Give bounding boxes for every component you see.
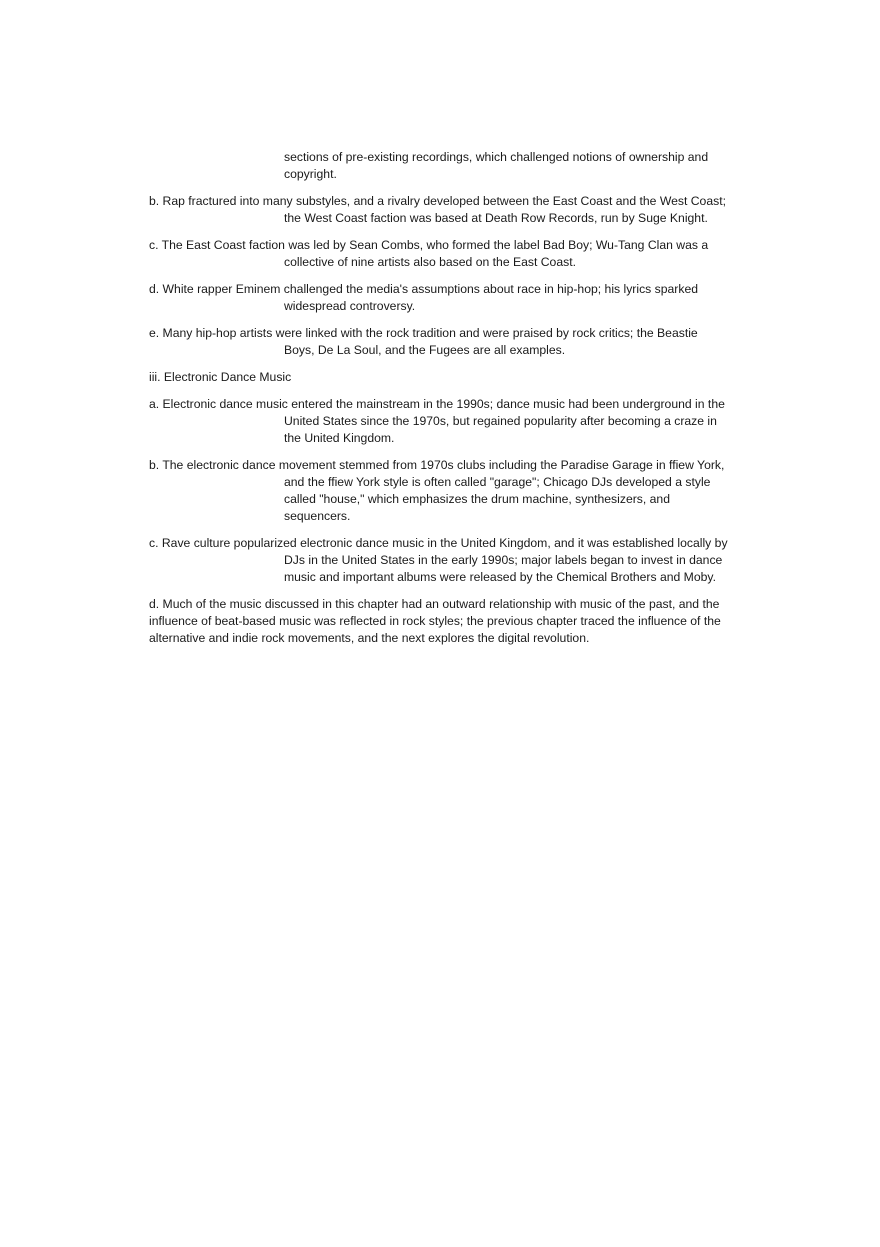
rap-item-e: e. Many hip-hop artists were linked with the rock tradition and were praised by rock critics; the Beastie Boys, De La Soul, and the Fugees are all examples. [149,326,698,357]
rap-item-c: c. The East Coast faction was led by Sean Combs, who formed the label Bad Boy; Wu-Tang Clan was a collective of nine artists also based on the East Coast. [149,238,709,269]
closing-paragraph: d. Much of the music discussed in this chapter had an outward relationship with music of the past, and the influence of beat-based music was reflected in rock styles; the previous chapter traced the influence of the alternative and indie rock movements, and the next explores the digital revolution. [149,597,721,645]
rap-item-d: d. White rapper Eminem challenged the media's assumptions about race in hip-hop; his lyrics sparked widespread controversy. [149,282,699,313]
document-body [149,149,731,657]
edm-item-b: b. The electronic dance movement stemmed from 1970s clubs including the Paradise Garage in ffiew York, and the ffiew York style is often called "garage"; Chicago DJs developed a style called "house," which emphasizes the drum machine, synthesizers, and sequencers. [149,458,725,523]
section-heading-electronic-dance-music: iii. Electronic Dance Music [149,370,292,384]
continuation-paragraph: sections of pre-existing recordings, which challenged notions of ownership and copyright. [284,150,709,181]
edm-item-a: a. Electronic dance music entered the mainstream in the 1990s; dance music had been underground in the United States since the 1970s, but regained popularity after becoming a craze in the United Kingdom. [149,397,725,445]
edm-item-c: c. Rave culture popularized electronic dance music in the United Kingdom, and it was established locally by DJs in the United States in the early 1990s; major labels began to invest in dance music and important albums were released by the Chemical Brothers and Moby. [149,536,728,584]
rap-item-b: b. Rap fractured into many substyles, and a rivalry developed between the East Coast and the West Coast; the West Coast faction was based at Death Row Records, run by Suge Knight. [149,194,726,225]
